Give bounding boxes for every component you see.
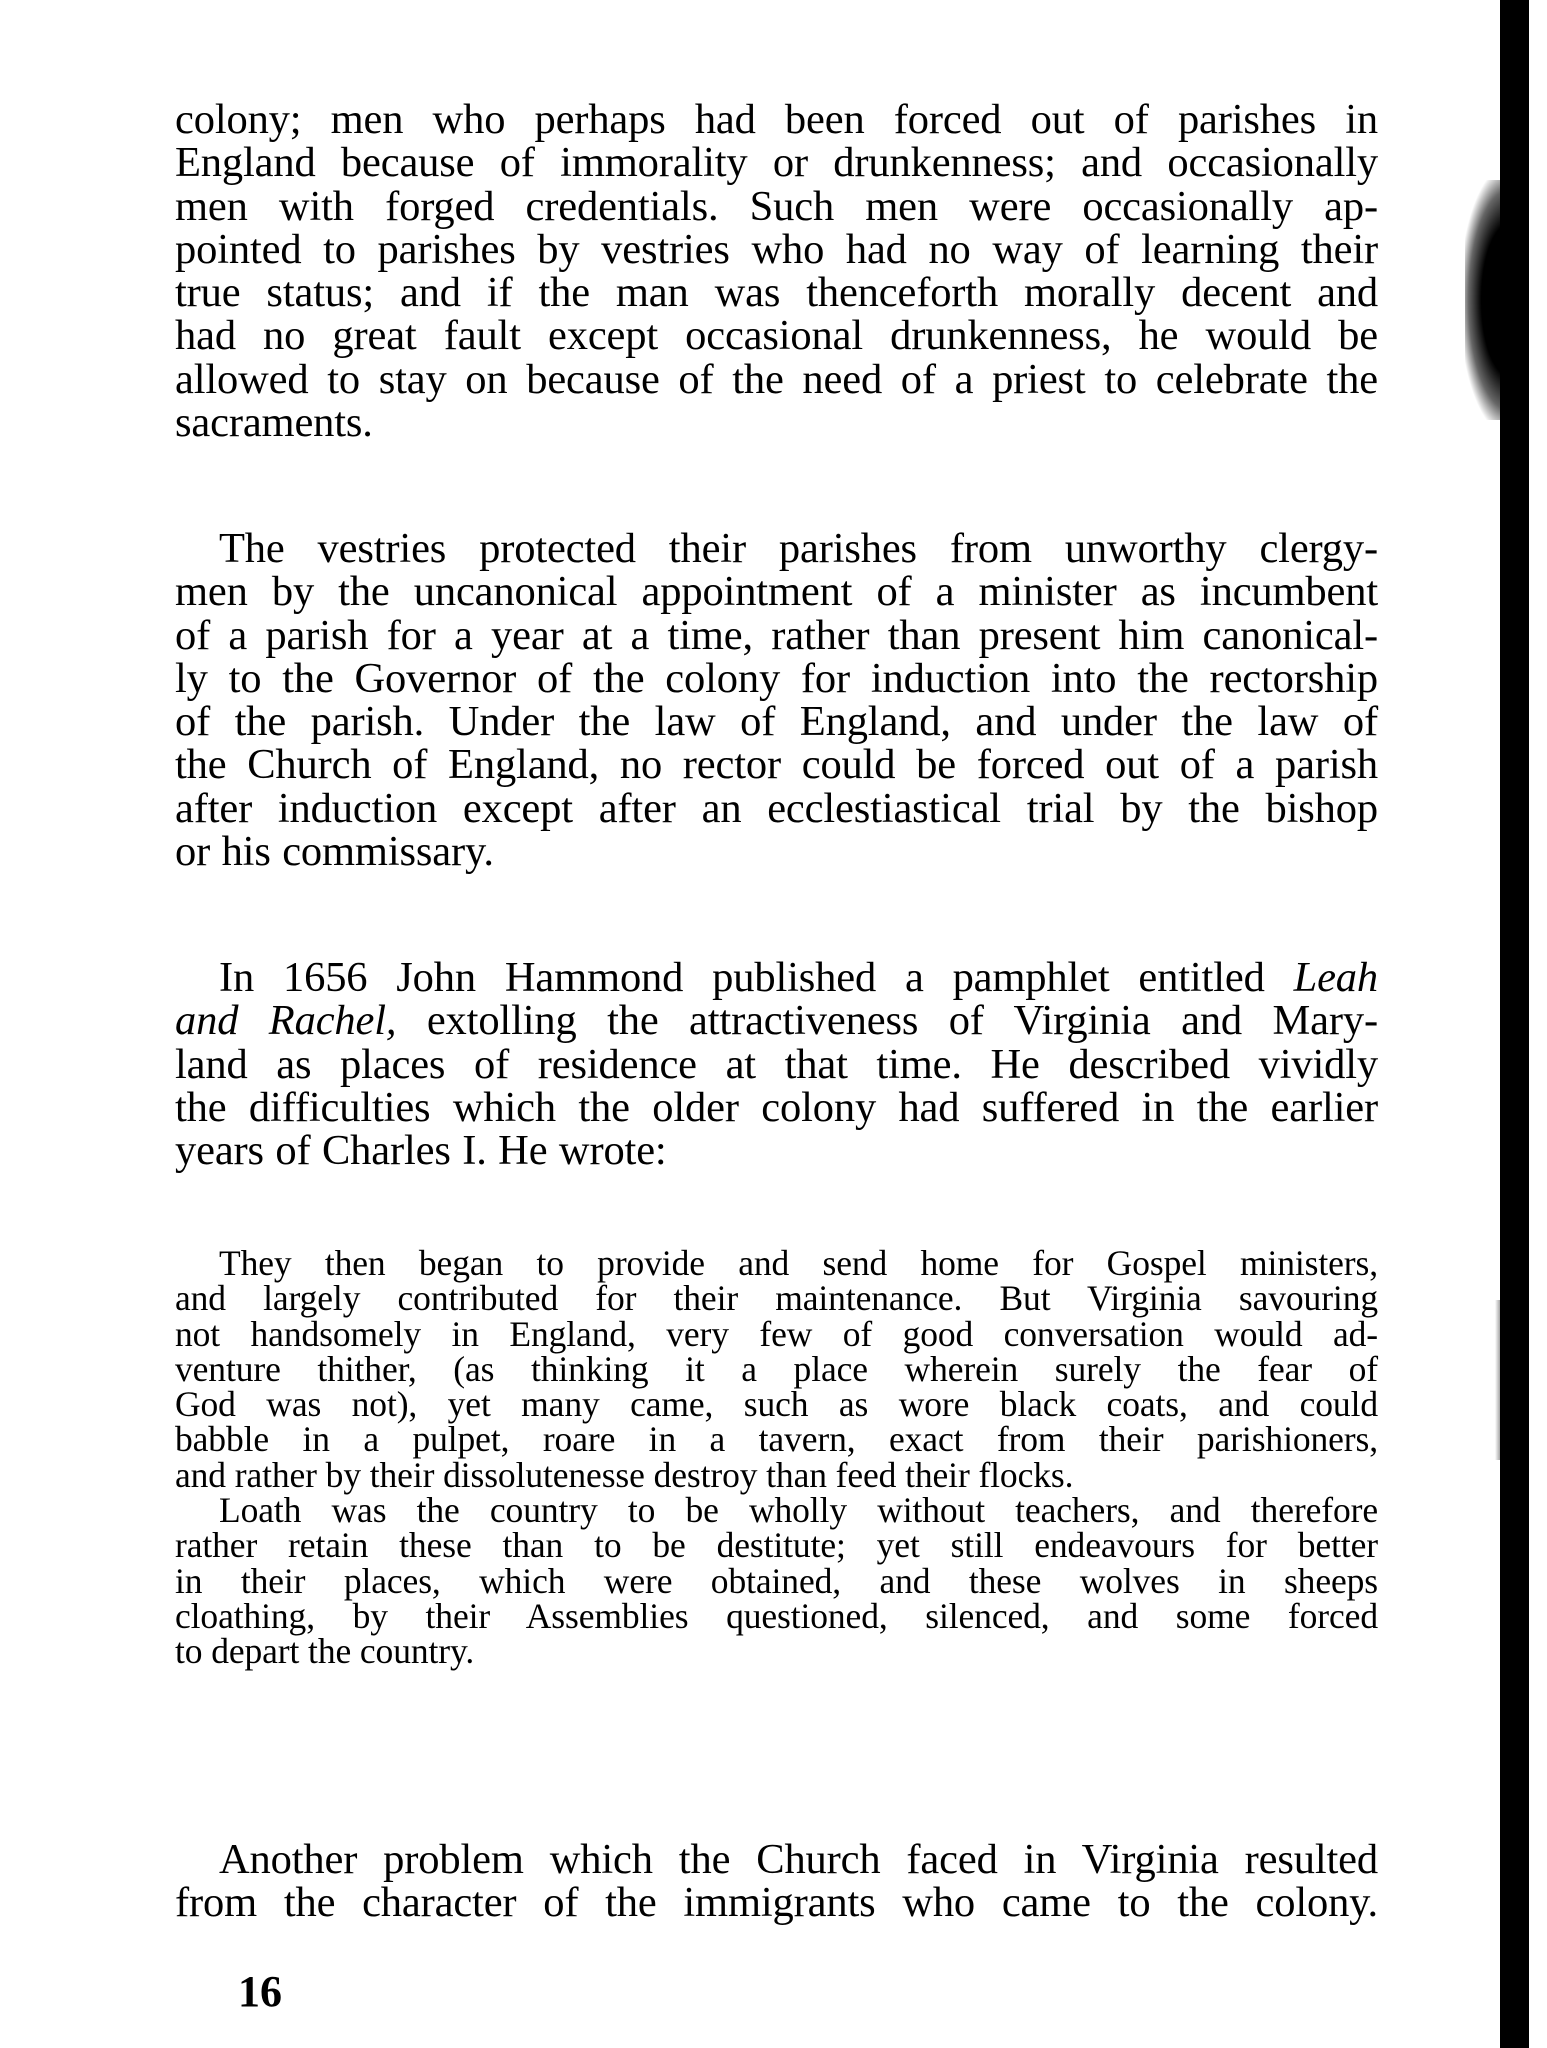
- text-line: colony; men who perhaps had been forced out of parishes in: [175, 96, 1378, 143]
- quote-line: cloathing, by their Assemblies questioned, silenced, and some forced: [175, 1595, 1378, 1636]
- text-line: [175, 956, 1378, 999]
- paragraph-immigrants: [175, 1838, 1378, 1925]
- quote-line: They then began to provide and send home for Gospel ministers,: [219, 1243, 1378, 1283]
- text-line: [175, 997, 1378, 1045]
- quote-line: in their places, which were obtained, and these wolves in sheeps: [175, 1560, 1378, 1601]
- scanned-page-edge-bulge: [1465, 180, 1510, 420]
- text-line: of the parish. Under the law of England, and under the law of: [175, 698, 1378, 746]
- text-line: land as places of residence at that time. He described vividly: [175, 1040, 1378, 1088]
- text-line: true status; and if the man was thenceforth morally decent and: [175, 269, 1378, 317]
- quote-line: God was not), yet many came, such as wore black coats, and could: [175, 1384, 1378, 1425]
- italic-title: Leah: [1293, 954, 1378, 1001]
- text-line: or his commissary.: [175, 828, 494, 876]
- quote-line: venture thither, (as thinking it a place wherein surely the fear of: [175, 1348, 1378, 1389]
- text-line: allowed to stay on because of the need of a priest to celebrate the: [175, 355, 1378, 403]
- quote-line: and largely contributed for their maintenance. But Virginia savouring: [175, 1278, 1378, 1319]
- quote-line: babble in a pulpet, roare in a tavern, exact from their parishioners,: [175, 1419, 1378, 1460]
- text-line: sacraments.: [175, 399, 373, 447]
- paragraph-vestries: [175, 525, 1378, 876]
- quote-line: not handsomely in England, very few of good conversation would ad-: [175, 1313, 1378, 1354]
- text-line: pointed to parishes by vestries who had no way of learning their: [175, 225, 1378, 273]
- text-line: the Church of England, no rector could be forced out of a parish: [175, 741, 1378, 789]
- block-quote: [175, 1243, 1378, 1672]
- text-line: men with forged credentials. Such men were occasionally ap-: [175, 182, 1378, 230]
- paragraph-continuation: [175, 96, 1378, 447]
- text-line: The vestries protected their parishes from unworthy clergy-: [219, 525, 1378, 572]
- text-line: of a parish for a year at a time, rather than present him canonical-: [175, 611, 1378, 659]
- text-line: had no great fault except occasional drunkenness, he would be: [175, 312, 1378, 360]
- text-span: In 1656 John Hammond published a pamphlet entitled: [219, 954, 1294, 1001]
- paragraph-hammond: [175, 954, 1378, 1175]
- italic-title: and Rachel,: [175, 997, 397, 1045]
- text-line: Another problem which the Church faced in Virginia resulted: [219, 1836, 1378, 1883]
- quote-line: and rather by their dissolutenesse destroy than feed their flocks.: [175, 1454, 1074, 1495]
- page-number: 16: [238, 1967, 282, 2016]
- text-line: from the character of the immigrants who came to the colony.: [175, 1879, 1378, 1927]
- scanned-page-edge-fade: [1495, 1300, 1505, 1460]
- quote-line: Loath was the country to be wholly without teachers, and therefore: [219, 1490, 1378, 1531]
- text-line: men by the uncanonical appointment of a minister as incumbent: [175, 568, 1378, 616]
- text-line: after induction except after an ecclestiastical trial by the bishop: [175, 784, 1378, 832]
- text-span: extolling the attractiveness of Virginia and Mary-: [396, 997, 1378, 1045]
- text-line: years of Charles I. He wrote:: [175, 1127, 667, 1175]
- text-line: the difficulties which the older colony had suffered in the earlier: [175, 1083, 1378, 1131]
- quote-line: to depart the country.: [175, 1631, 475, 1672]
- text-line: ly to the Governor of the colony for induction into the rectorship: [175, 654, 1378, 702]
- quote-line: rather retain these than to be destitute; yet still endeavours for better: [175, 1525, 1378, 1566]
- text-line: England because of immorality or drunkenness; and occasionally: [175, 139, 1378, 187]
